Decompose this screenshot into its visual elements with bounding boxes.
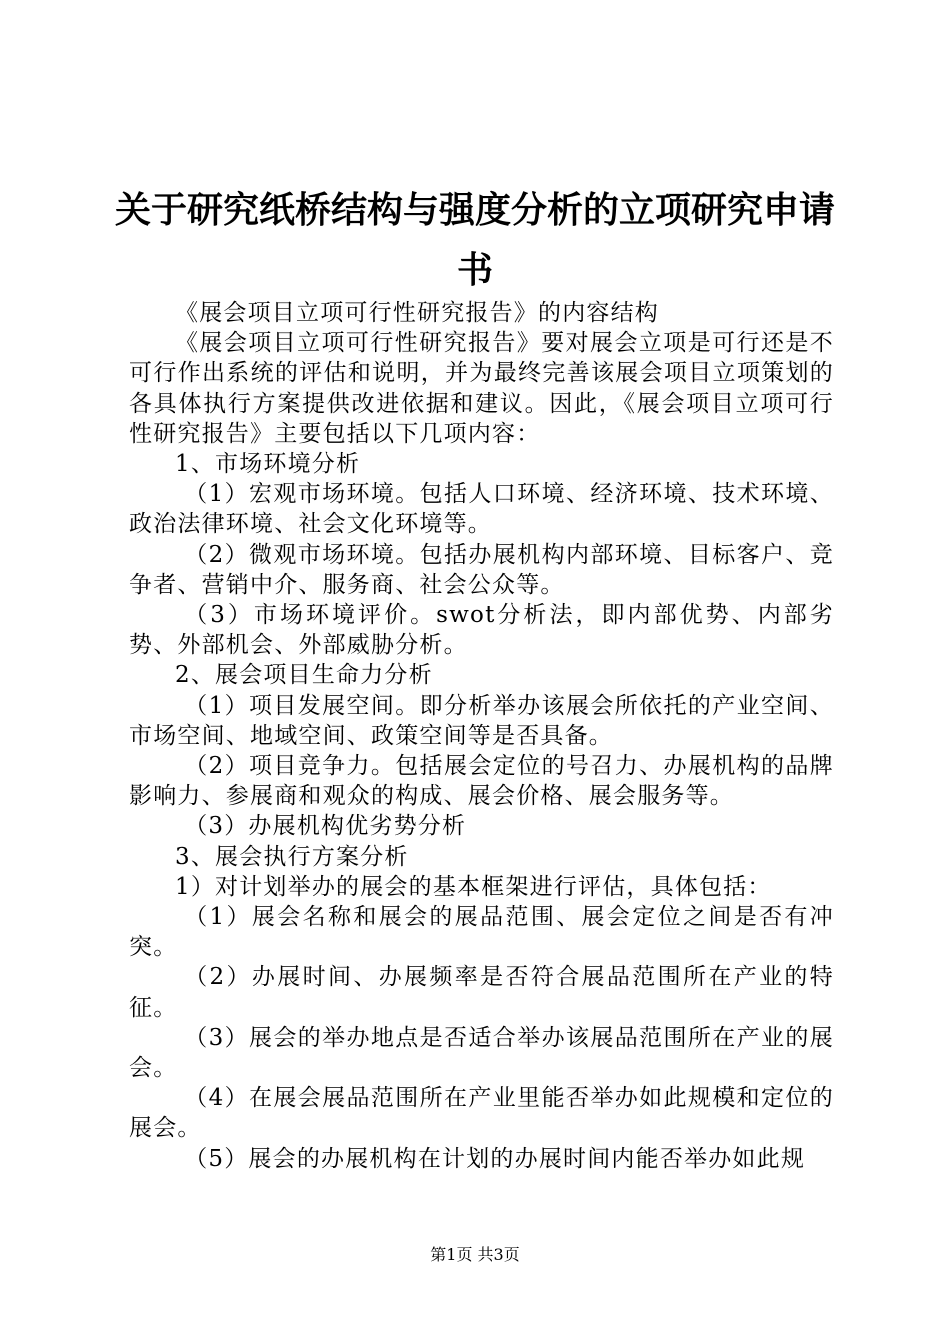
- paragraph: （2）微观市场环境。包括办展机构内部环境、目标客户、竞争者、营销中介、服务商、社会公众等。: [129, 541, 834, 598]
- paragraph: （3）市场环境评价。swot分析法，即内部优势、内部劣势、外部机会、外部威胁分析。: [129, 602, 834, 659]
- document-title-line-1: 关于研究纸桥结构与强度分析的立项研究申请: [114, 190, 835, 231]
- paragraph: （3）展会的举办地点是否适合举办该展品范围所在产业的展会。: [129, 1024, 834, 1082]
- section-heading: 3、展会执行方案分析: [175, 843, 409, 870]
- paragraph: （2）项目竞争力。包括展会定位的号召力、办展机构的品牌影响力、参展商和观众的构成、展会价格、展会服务等。: [129, 753, 834, 810]
- section-heading: 2、展会项目生命力分析: [175, 662, 433, 689]
- paragraph: （3）办展机构优劣势分析: [184, 813, 467, 840]
- section-heading: 1、市场环境分析: [175, 451, 361, 478]
- document-title-line-2: 书: [456, 250, 493, 291]
- paragraph: （5）展会的办展机构在计划的办展时间内能否举办如此规: [184, 1145, 806, 1172]
- page-footer: 第1页 共3页: [430, 1245, 520, 1264]
- paragraph: （2）办展时间、办展频率是否符合展品范围所在产业的特征。: [129, 964, 834, 1021]
- paragraph: （1）展会名称和展会的展品范围、展会定位之间是否有冲突。: [129, 904, 834, 961]
- paragraph: （1）宏观市场环境。包括人口环境、经济环境、技术环境、政治法律环境、社会文化环境等。: [129, 481, 834, 538]
- paragraph: 1）对计划举办的展会的基本框架进行评估，具体包括：: [175, 873, 772, 900]
- paragraph: （4）在展会展品范围所在产业里能否举办如此规模和定位的展会。: [129, 1085, 834, 1142]
- paragraph: （1）项目发展空间。即分析举办该展会所依托的产业空间、市场空间、地域空间、政策空间等是否具备。: [129, 692, 834, 749]
- paragraph: 《展会项目立项可行性研究报告》的内容结构: [175, 300, 659, 326]
- document-body: [129, 298, 834, 1174]
- paragraph: 《展会项目立项可行性研究报告》要对展会立项是可行还是不可行作出系统的评估和说明，并为最终完善该展会项目立项策划的各具体执行方案提供改进依据和建议。因此，《展会项目立项可行性研究报告》主要包括以下几项内容：: [129, 330, 834, 447]
